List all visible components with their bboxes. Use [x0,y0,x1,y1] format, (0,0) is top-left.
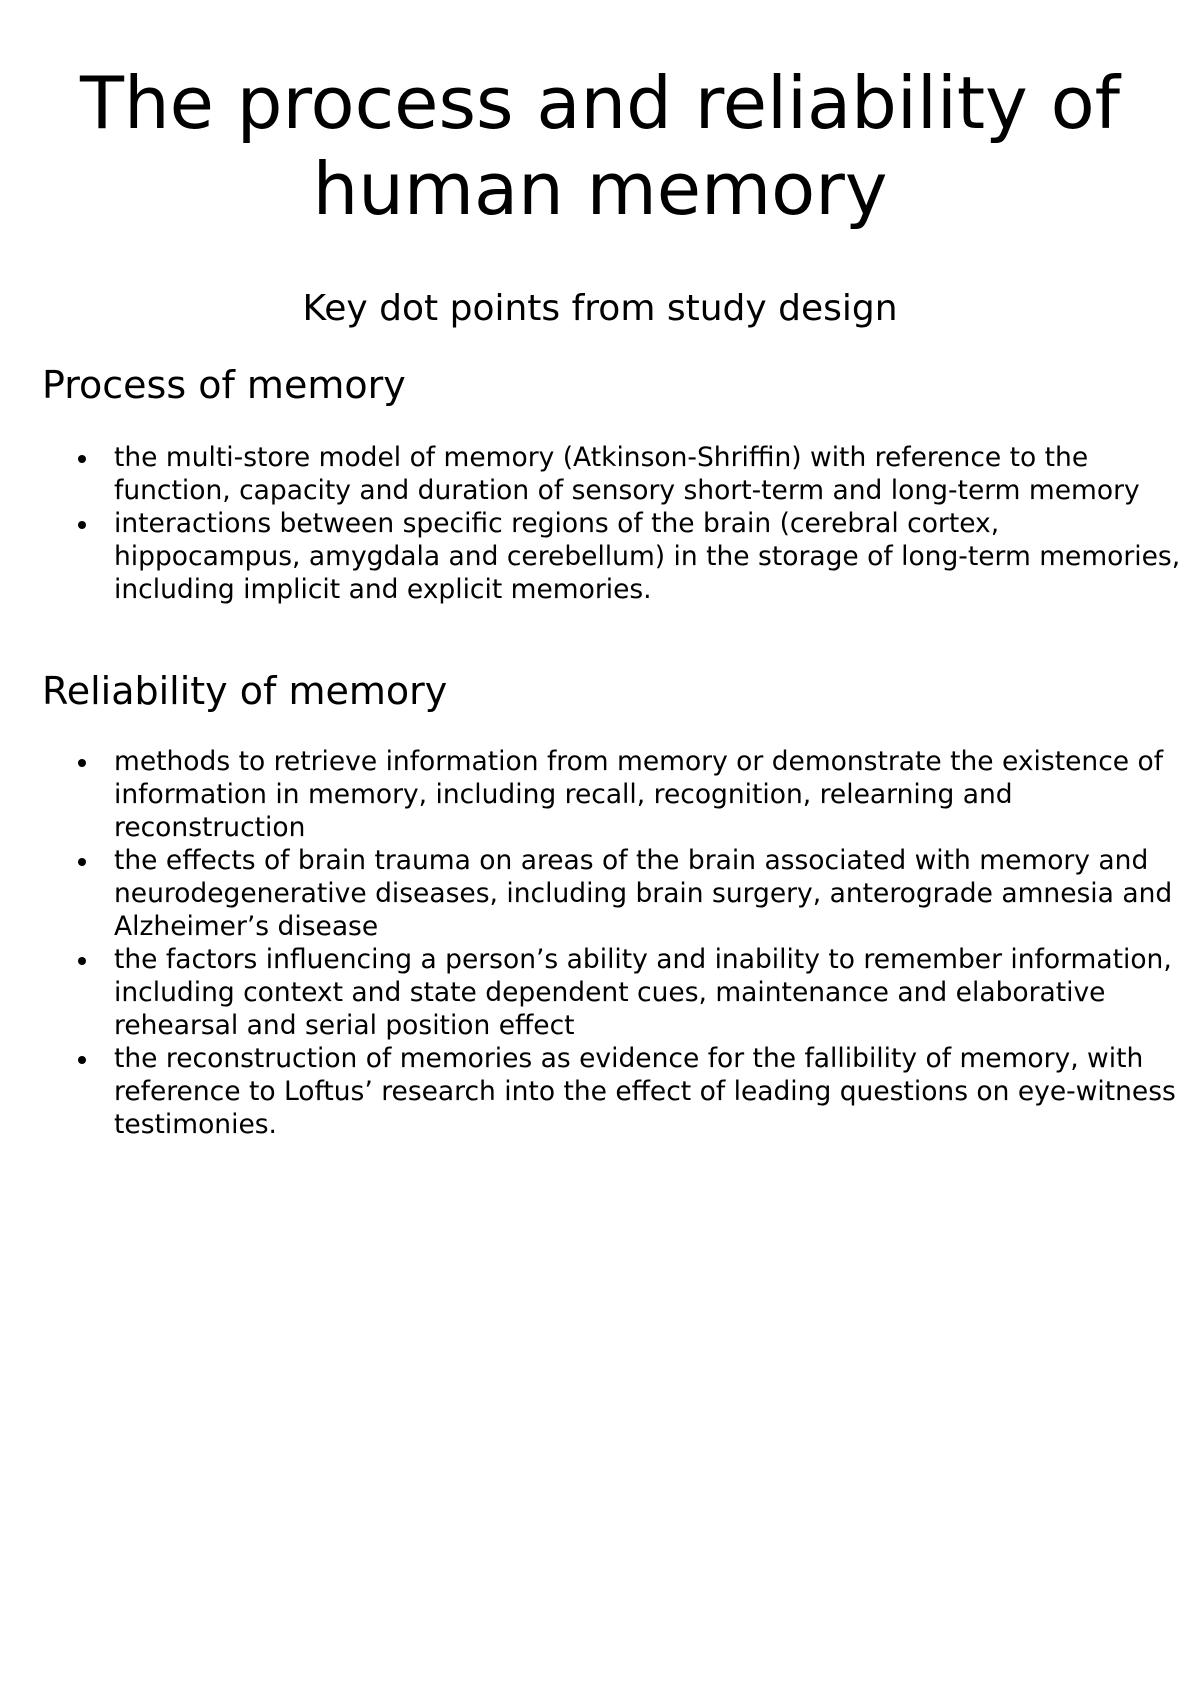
list-item [42,441,1192,507]
list-item-text: the effects of brain trauma on areas of the brain associated with memory and neurodegenerative diseases, including brain surgery, anterograde amnesia and Alzheimer’s disease [114,845,1173,942]
list-item-text: methods to retrieve information from memory or demonstrate the existence of information in memory, including recall, recognition, relearning and reconstruction [114,746,1164,843]
list-item [42,745,1192,844]
list-item-text: the multi-store model of memory (Atkinson-Shriffin) with reference to the function, capacity and duration of sensory short-term and long-term memory [114,442,1140,506]
list-item-text: the factors influencing a person’s ability and inability to remember information, including context and state dependent cues, maintenance and elaborative rehearsal and serial position effect [114,944,1172,1041]
list-item [42,507,1192,606]
list-item [42,1042,1192,1141]
list-item-text: the reconstruction of memories as evidence for the fallibility of memory, with reference to Loftus’ research into the effect of leading questions on eye-witness testimonies. [114,1043,1176,1140]
bullet-icon [78,521,86,529]
bullet-list-reliability [42,745,1192,1141]
section-heading-reliability: Reliability of memory [42,669,448,713]
list-item-text: interactions between specific regions of the brain (cerebral cortex, hippocampus, amygdala and cerebellum) in the storage of long-term memories, including implicit and explicit memories. [114,508,1181,605]
bullet-icon [78,759,86,767]
bullet-icon [78,455,86,463]
page-subtitle: Key dot points from study design [302,288,898,329]
bullet-icon [78,1056,86,1064]
page-title: The process and reliability of human memory [80,61,1120,231]
section-heading-process: Process of memory [42,363,406,407]
bullet-icon [78,957,86,965]
bullet-icon [78,858,86,866]
list-item [42,844,1192,943]
bullet-list-process [42,441,1192,606]
list-item [42,943,1192,1042]
